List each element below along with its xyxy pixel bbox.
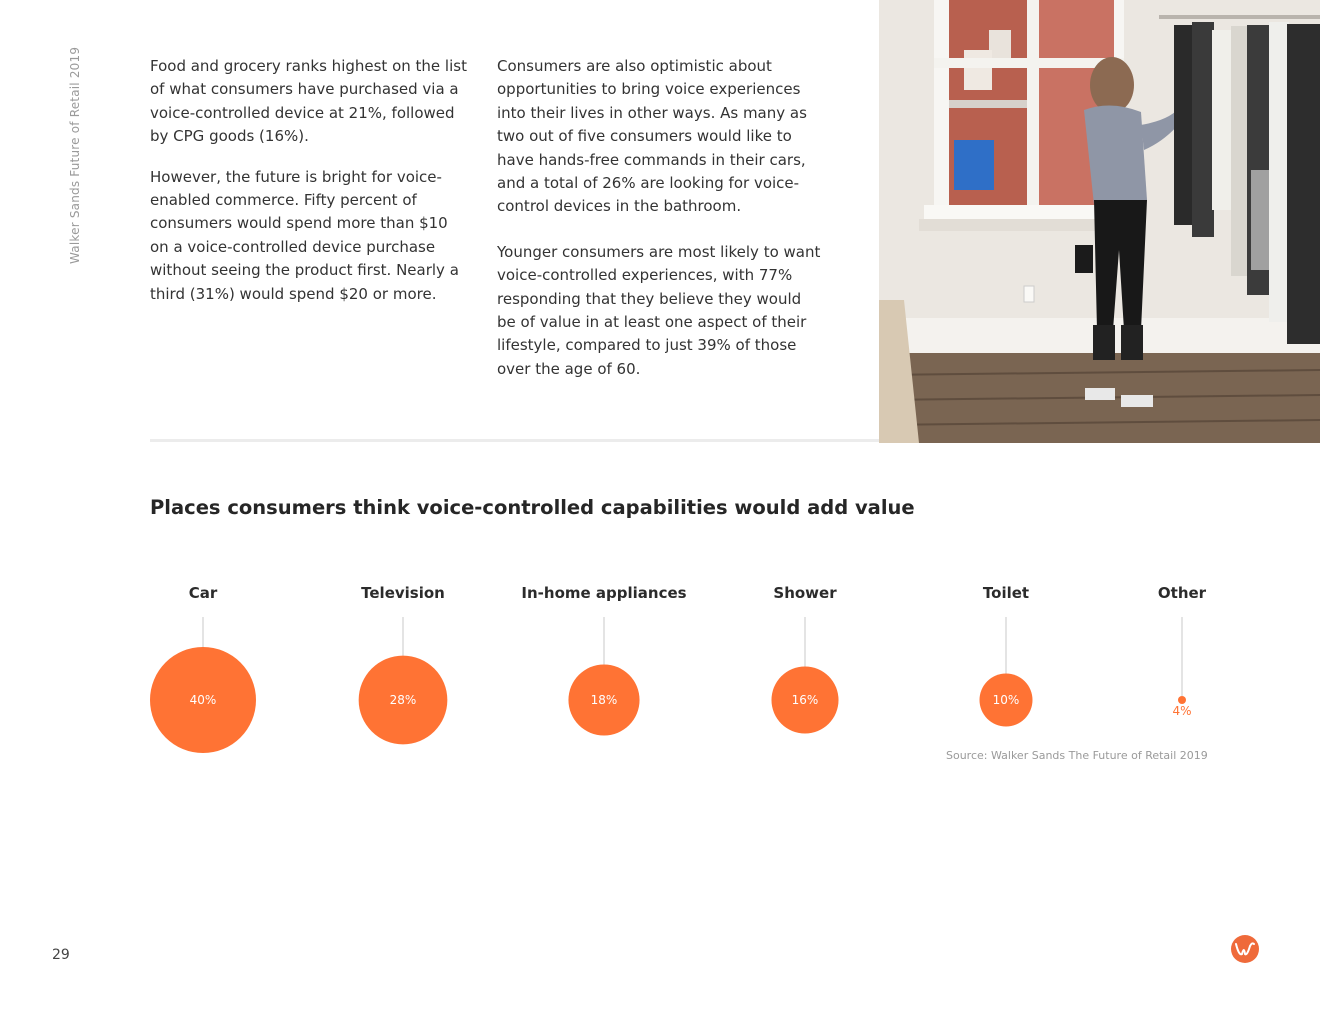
value-label-2: 18% [590, 693, 618, 707]
category-label-2: In-home appliances [521, 584, 687, 602]
category-label-1: Television [361, 584, 445, 602]
bubble-5 [1178, 696, 1186, 704]
left-text-column [150, 55, 468, 323]
value-label-5: 4% [1172, 704, 1192, 718]
right-text-column [497, 55, 822, 403]
value-label-3: 16% [791, 693, 819, 707]
bubble-chart [0, 560, 1320, 760]
paragraph-optimistic: Consumers are also optimistic about opportunities to bring voice experiences into their lives in other ways. As many as two out of five consumers would like to have hands-free commands in their cars, and a total of 26% are looking for voice-control devices in the bathroom. [497, 57, 807, 216]
category-label-0: Car [188, 584, 218, 602]
report-side-label: Walker Sands Future of Retail 2019 [68, 46, 82, 264]
value-label-4: 10% [992, 693, 1020, 707]
value-label-0: 40% [189, 693, 217, 707]
chart-source: Source: Walker Sands The Future of Retail 2019 [946, 749, 1208, 762]
paragraph-grocery: Food and grocery ranks highest on the list of what consumers have purchased via a voice-controlled device at 21%, followed by CPG goods (16%). [150, 57, 467, 146]
paragraph-younger: Younger consumers are most likely to want voice-controlled experiences, with 77% responding that they believe they would be of value in at least one aspect of their lifestyle, compared to just 39% of those over the age of 60. [497, 242, 821, 378]
value-label-1: 28% [389, 693, 417, 707]
walker-sands-logo-icon [1230, 934, 1260, 964]
category-label-5: Other [1157, 584, 1207, 602]
paragraph-spend: However, the future is bright for voice-enabled commerce. Fifty percent of consumers would spend more than $10 on a voice-controlled device purchase without seeing the product first. Nearly a third (31%) would spend $20 or more. [150, 167, 459, 303]
chart-title: Places consumers think voice-controlled capabilities would add value [150, 496, 915, 519]
category-label-4: Toilet [982, 584, 1030, 602]
category-label-3: Shower [773, 584, 837, 602]
photo-woman-browsing-clothes [879, 0, 1320, 443]
page-number: 29 [52, 947, 70, 963]
section-divider [150, 439, 880, 442]
